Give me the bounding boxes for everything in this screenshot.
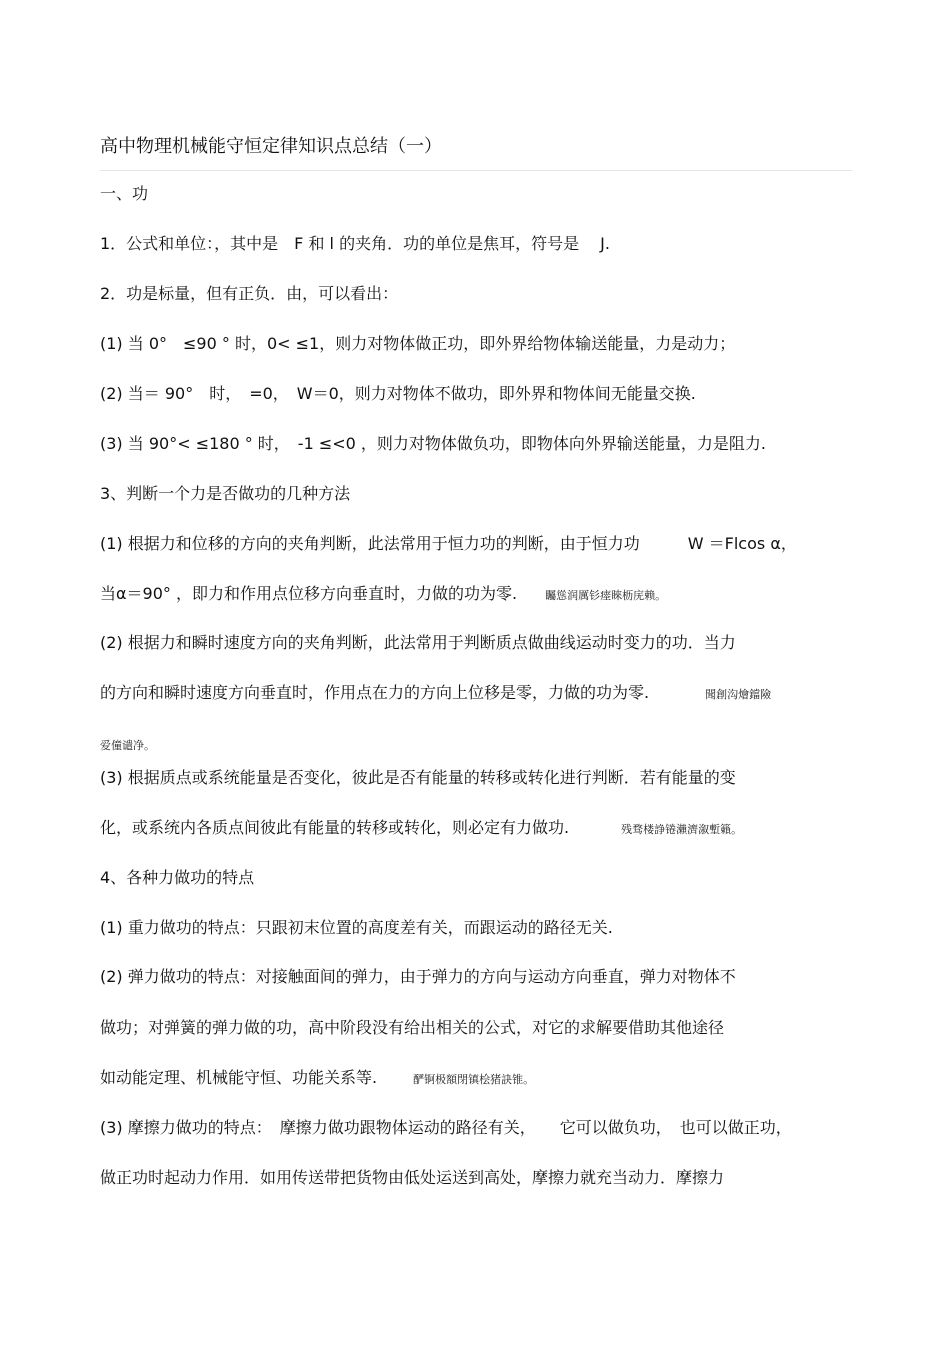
paragraph-line: (2) 当＝ 90° 时， =0， W＝0，则力对物体不做功，即外界和物体间无能量交换. <box>100 384 696 403</box>
noise-text: 聞創沟燴鐺險 <box>705 688 772 701</box>
paragraph-line <box>100 584 666 606</box>
document-title: 高中物理机械能守恒定律知识点总结（一） <box>100 136 442 157</box>
paragraph-line: (1) 重力做功的特点：只跟初末位置的高度差有关，而跟运动的路径无关. <box>100 918 613 937</box>
noise-text: 矚慫润厲钐瘗睞枥庑赖。 <box>545 589 667 602</box>
paragraph-line: 做正功时起动力作用．如用传送带把货物由低处运送到高处，摩擦力就充当动力．摩擦力 <box>100 1168 725 1187</box>
paragraph-line: (2) 弹力做功的特点：对接触面间的弹力，由于弹力的方向与运动方向垂直，弹力对物体不 <box>100 967 736 986</box>
noise-line: 爱僮谴净。 <box>100 739 155 752</box>
paragraph-line: 2．功是标量，但有正负．由，可以看出： <box>100 284 399 303</box>
paragraph-line <box>100 1068 534 1090</box>
paragraph-text: 化，或系统内各质点间彼此有能量的转移或转化，则必定有力做功. <box>100 818 570 837</box>
paragraph-line <box>100 818 742 840</box>
paragraph-line: (3) 根据质点或系统能量是否变化，彼此是否有能量的转移或转化进行判断．若有能量的变 <box>100 768 736 787</box>
paragraph-line <box>100 683 771 705</box>
paragraph-text: 如动能定理、机械能守恒、功能关系等. <box>100 1068 378 1087</box>
paragraph-line: (3) 摩擦力做功的特点： 摩擦力做功跟物体运动的路径有关， 它可以做负功， 也可以做正功， <box>100 1118 792 1137</box>
paragraph-line: (3) 当 90°< ≤180 ° 时， -1 ≤<0 ，则力对物体做负功，即物体向外界输送能量，力是阻力. <box>100 434 767 453</box>
section-heading-forces: 4、各种力做功的特点 <box>100 868 255 887</box>
title-divider <box>100 170 852 171</box>
paragraph-line: (1) 根据力和位移的方向的夹角判断，此法常用于恒力功的判断，由于恒力功 W ＝Flcos α， <box>100 534 797 553</box>
paragraph-text: 当α＝90° ，即力和作用点位移方向垂直时，力做的功为零. <box>100 584 518 603</box>
paragraph-line: 1．公式和单位：，其中是 F 和 l 的夹角．功的单位是焦耳，符号是 J. <box>100 234 610 253</box>
noise-text: 残骛楼諍锩瀨濟溆塹籟。 <box>621 823 743 836</box>
section-heading-judge: 3、判断一个力是否做功的几种方法 <box>100 484 351 503</box>
paragraph-line: (2) 根据力和瞬时速度方向的夹角判断，此法常用于判断质点做曲线运动时变力的功．当力 <box>100 633 736 652</box>
section-heading-work: 一、功 <box>100 184 149 203</box>
paragraph-text: 的方向和瞬时速度方向垂直时，作用点在力的方向上位移是零，力做的功为零. <box>100 683 650 702</box>
paragraph-line: (1) 当 0° ≤90 ° 时，0< ≤1，则力对物体做正功，即外界给物体输送能量，力是动力； <box>100 334 736 353</box>
paragraph-line: 做功；对弹簧的弹力做的功，高中阶段没有给出相关的公式，对它的求解要借助其他途径 <box>100 1018 725 1037</box>
noise-text: 酽锕极額閉镇桧猪訣锥。 <box>413 1073 535 1086</box>
